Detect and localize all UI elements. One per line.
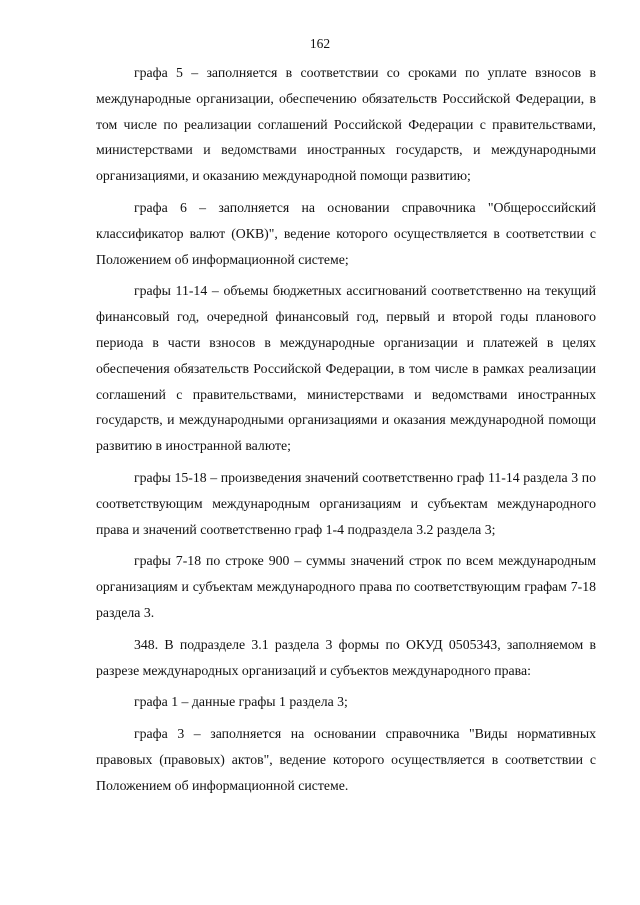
paragraph-columns-7-18-row-900: графы 7-18 по строке 900 – суммы значений строк по всем международным организациям и субъектам международного права по соответствующим графам 7-18 раздела 3.	[96, 553, 596, 620]
paragraph-column-3: графа 3 – заполняется на основании справочника "Виды нормативных правовых (правовых) актов", ведение которого осуществляется в соответствии с Положением об информационной системе.	[96, 726, 596, 793]
paragraph-columns-15-18: графы 15-18 – произведения значений соответственно граф 11-14 раздела 3 по соответствующим международным организациям и субъектам международного права и значений соответственно граф 1-4 подраздела 3.2 раздела 3;	[96, 469, 596, 537]
paragraph-column-6: графа 6 – заполняется на основании справочника "Общероссийский классификатор валют (ОКВ)", ведение которого осуществляется в соответствии с Положением об информационной системе;	[96, 199, 596, 267]
paragraph-column-5: графа 5 – заполняется в соответствии со сроками по уплате взносов в международные организации, обеспечению обязательств Российской Федерации, в том числе по реализации соглашений Российской Федерации с правительствами, министерствами и ведомствами иностранных государств, и международными организациями, и оказанию международной помощи развитию;	[96, 65, 596, 184]
document-body	[96, 60, 596, 805]
paragraph-item-348: 348. В подразделе 3.1 раздела 3 формы по ОКУД 0505343, заполняемом в разрезе международных организаций и субъектов международного права:	[96, 636, 596, 678]
paragraph-column-1: графа 1 – данные графы 1 раздела 3;	[134, 694, 348, 710]
paragraph-columns-11-14: графы 11-14 – объемы бюджетных ассигнований соответственно на текущий финансовый год, очередной финансовый год, первый и второй годы планового периода в части взносов в международные организации и платежей в целях обеспечения обязательств Российской Федерации, в том числе в рамках реализации соглашений с правительствами, министерствами и ведомствами иностранных государств, и международными организациями и оказания международной помощи развитию в иностранной валюте;	[96, 283, 596, 454]
page-number: 162	[309, 36, 331, 51]
